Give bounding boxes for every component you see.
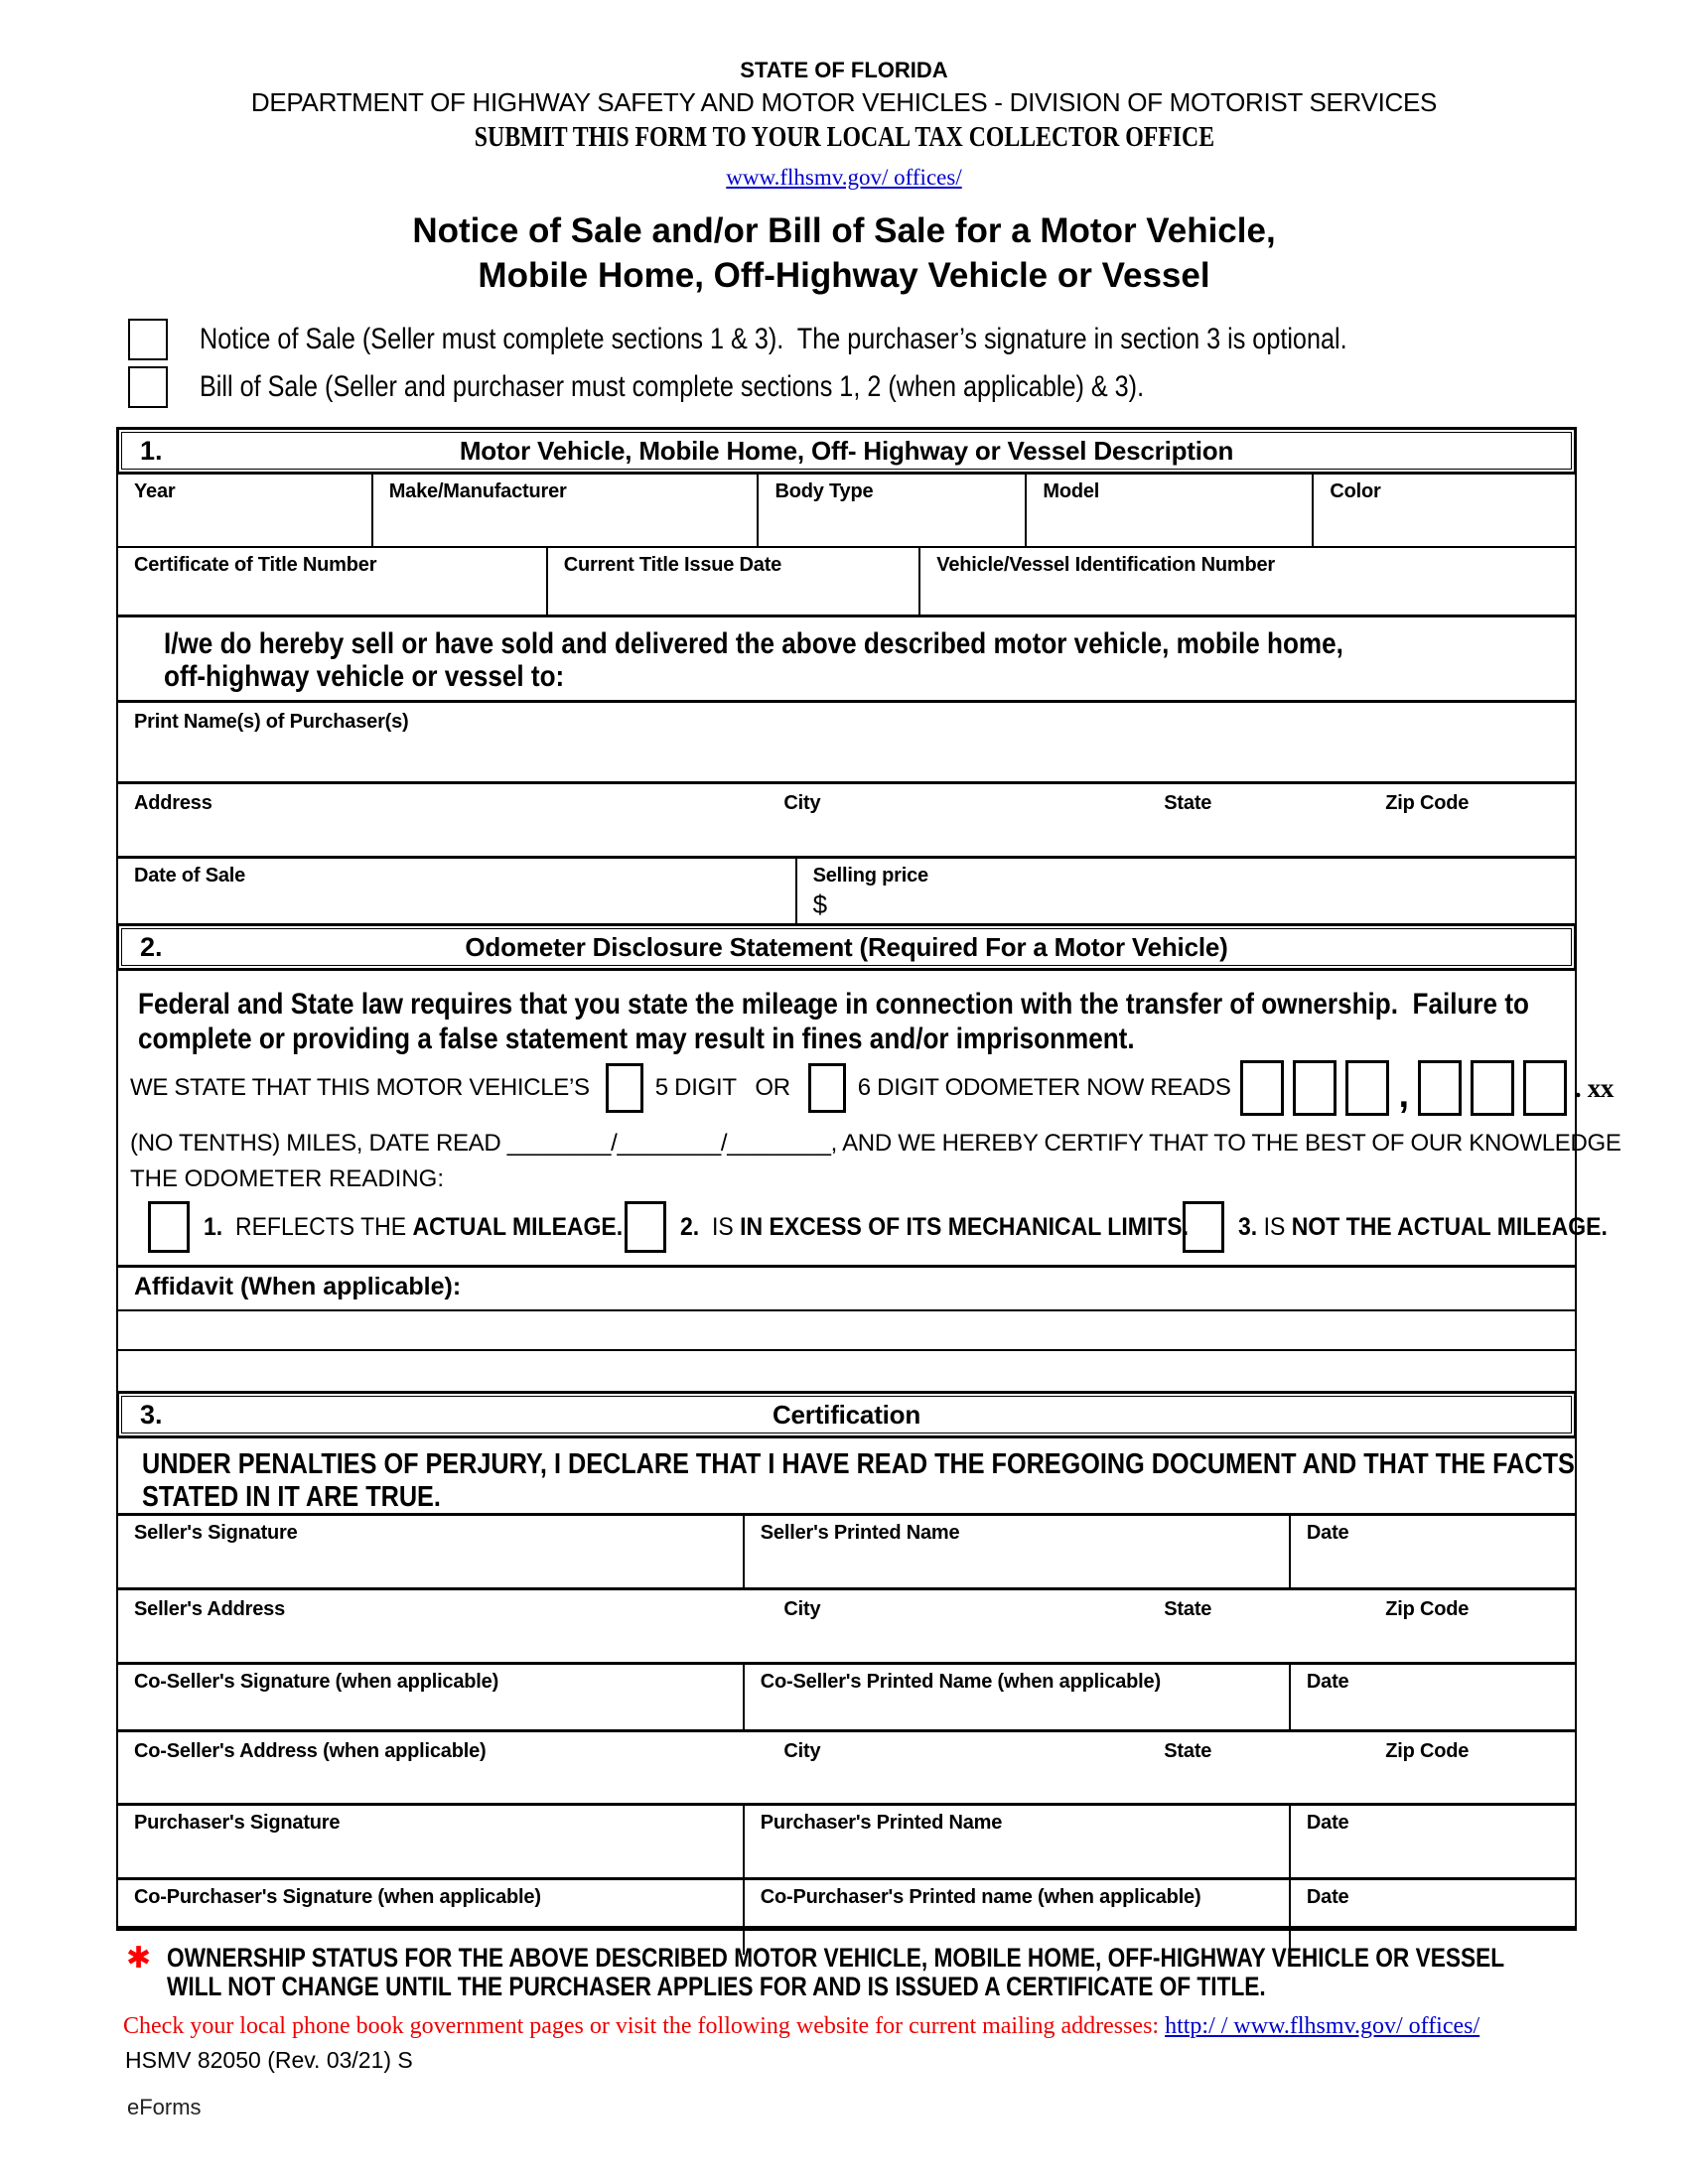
seller-city-label: City <box>783 1598 821 1620</box>
ownership-note-line1: OWNERSHIP STATUS FOR THE ABOVE DESCRIBED MOTOR VEHICLE, MOBILE HOME, OFF-HIGHWAY VEHICLE OR VESSEL <box>167 1943 1505 1973</box>
seller-printed-name-label: Seller's Printed Name <box>760 1522 960 1544</box>
co-seller-address-row[interactable] <box>118 1732 1575 1806</box>
law-line1: Federal and State law requires that you state the mileage in connection with the transfer of ownership. Failure to <box>138 988 1529 1021</box>
vin-field[interactable] <box>920 548 1575 614</box>
model-label: Model <box>1043 480 1100 502</box>
mailing-addresses-note <box>123 2013 1479 2040</box>
odometer-digit-box-4[interactable] <box>1418 1060 1462 1116</box>
notice-of-sale-option <box>128 318 1566 361</box>
seller-printed-name-field[interactable] <box>745 1516 1291 1587</box>
co-seller-date-label: Date <box>1306 1671 1349 1693</box>
option1-period: . <box>616 1212 624 1241</box>
form-title <box>0 208 1688 298</box>
five-digit-label: 5 DIGIT OR <box>654 1074 790 1101</box>
option1-number: 1. <box>204 1212 223 1241</box>
odometer-law-text <box>118 971 1575 1056</box>
section1-title: Motor Vehicle, Mobile Home, Off- Highway or Vessel Description <box>459 435 1234 466</box>
option2-bold-text: IN EXCESS OF ITS MECHANICAL LIMITS <box>740 1212 1183 1241</box>
eforms-brand: eForms <box>127 2095 202 2119</box>
seller-state-label: State <box>1164 1598 1212 1620</box>
seller-date-label: Date <box>1306 1522 1349 1544</box>
option3-text: IS <box>1257 1212 1292 1241</box>
red-asterisk-icon: ✱ <box>126 1942 152 1975</box>
purchaser-printed-name-field[interactable] <box>745 1806 1291 1877</box>
co-seller-state-label: State <box>1164 1740 1212 1762</box>
co-seller-printed-name-field[interactable] <box>745 1665 1291 1729</box>
five-digit-checkbox[interactable] <box>606 1063 643 1113</box>
co-seller-address-label: Co-Seller's Address (when applicable) <box>134 1740 487 1762</box>
form-number: HSMV 82050 (Rev. 03/21) S <box>125 2047 413 2073</box>
option1-text: REFLECTS THE <box>222 1212 413 1241</box>
section1-header <box>116 427 1577 475</box>
co-purchaser-printed-name-label: Co-Purchaser's Printed name (when applicable) <box>760 1886 1201 1908</box>
notice-of-sale-label: Notice of Sale (Seller must complete sections 1 & 3). The purchaser’s signature in section 3 is optional. <box>200 323 1347 355</box>
purchaser-names-label: Print Name(s) of Purchaser(s) <box>134 711 409 733</box>
option2-number: 2. <box>680 1212 700 1241</box>
affidavit-label: Affidavit (When applicable): <box>134 1273 462 1300</box>
we-state-text: WE STATE THAT THIS MOTOR VEHICLE’S <box>130 1074 590 1101</box>
affidavit-blank-line-1[interactable] <box>118 1309 1575 1349</box>
selling-price-field[interactable] <box>797 859 1575 923</box>
actual-mileage-checkbox[interactable] <box>148 1201 190 1253</box>
title-info-row <box>118 548 1575 617</box>
ownership-note-line2: WILL NOT CHANGE UNTIL THE PURCHASER APPLIES FOR AND IS ISSUED A CERTIFICATE OF TITLE. <box>167 1972 1266 2001</box>
mailing-note-text: Check your local phone book government pages or visit the following website for current mailing addresses: <box>123 2013 1166 2039</box>
title-number-label: Certificate of Title Number <box>134 554 377 576</box>
odometer-digit-box-6[interactable] <box>1523 1060 1567 1116</box>
make-manufacturer-label: Make/Manufacturer <box>388 480 567 502</box>
option2-period: . <box>1182 1212 1190 1241</box>
sell-statement <box>118 617 1575 703</box>
selling-price-label: Selling price <box>812 865 928 887</box>
seller-date-field[interactable] <box>1291 1516 1575 1587</box>
co-seller-signature-row <box>118 1665 1575 1732</box>
co-seller-city-label: City <box>783 1740 821 1762</box>
notice-of-sale-checkbox[interactable] <box>128 319 168 360</box>
website-link-row <box>0 165 1688 191</box>
zip-code-label: Zip Code <box>1385 792 1470 814</box>
not-actual-mileage-option <box>1183 1201 1639 1253</box>
odometer-digit-box-1[interactable] <box>1240 1060 1284 1116</box>
state-label: State <box>1164 792 1212 814</box>
bill-of-sale-option <box>128 365 1324 409</box>
six-digit-label: 6 DIGIT ODOMETER NOW READS <box>857 1074 1231 1101</box>
option2-text: IS <box>699 1212 741 1241</box>
option3-period: . <box>1601 1212 1608 1241</box>
purchaser-date-field[interactable] <box>1291 1806 1575 1877</box>
purchaser-names-field[interactable] <box>118 703 1575 784</box>
form-table <box>116 427 1621 1931</box>
six-digit-checkbox[interactable] <box>808 1063 846 1113</box>
form-title-line2: Mobile Home, Off-Highway Vehicle or Vessel <box>478 256 1210 295</box>
submit-note-text: SUBMIT THIS FORM TO YOUR LOCAL TAX COLLECTOR OFFICE <box>474 121 1214 153</box>
body-type-label: Body Type <box>774 480 874 502</box>
digit-group-comma: , <box>1398 1073 1409 1116</box>
section2-header <box>116 923 1577 971</box>
odometer-digit-boxes <box>1231 1060 1615 1117</box>
mechanical-limits-checkbox[interactable] <box>625 1201 666 1253</box>
co-seller-signature-field[interactable] <box>118 1665 745 1729</box>
vin-label: Vehicle/Vessel Identification Number <box>936 554 1275 576</box>
not-actual-mileage-checkbox[interactable] <box>1183 1201 1224 1253</box>
odometer-reading-line: THE ODOMETER READING: <box>130 1165 445 1192</box>
flhsmv-offices-link[interactable]: www.flhsmv.gov/ offices/ <box>726 165 962 190</box>
purchaser-signature-field[interactable] <box>118 1806 745 1877</box>
vehicle-description-row <box>118 475 1575 548</box>
section2-title: Odometer Disclosure Statement (Required For a Motor Vehicle) <box>465 931 1228 962</box>
color-label: Color <box>1330 480 1381 502</box>
mileage-options-row <box>118 1193 1608 1265</box>
flhsmv-offices-footer-link[interactable]: http:/ / www.flhsmv.gov/ offices/ <box>1165 2013 1480 2039</box>
make-manufacturer-field[interactable] <box>373 475 760 546</box>
color-field[interactable] <box>1314 475 1575 546</box>
co-seller-zip-label: Zip Code <box>1385 1740 1470 1762</box>
co-purchaser-signature-label: Co-Purchaser's Signature (when applicable) <box>134 1886 541 1908</box>
odometer-digit-box-2[interactable] <box>1293 1060 1336 1116</box>
seller-zip-label: Zip Code <box>1385 1598 1470 1620</box>
address-label: Address <box>134 792 212 814</box>
section3-header <box>116 1391 1577 1438</box>
title-number-field[interactable] <box>118 548 548 614</box>
seller-address-row[interactable] <box>118 1590 1575 1665</box>
city-label: City <box>783 792 821 814</box>
date-of-sale-label: Date of Sale <box>134 865 246 887</box>
perjury-line2: STATED IN IT ARE TRUE. <box>142 1481 441 1513</box>
form-title-line1: Notice of Sale and/or Bill of Sale for a Motor Vehicle, <box>412 211 1276 250</box>
odometer-digit-box-3[interactable] <box>1345 1060 1389 1116</box>
section2-number: 2. <box>140 931 163 962</box>
submit-note <box>0 121 1688 154</box>
mechanical-limits-option <box>625 1201 1233 1253</box>
seller-signature-row <box>118 1516 1575 1590</box>
state-heading: STATE OF FLORIDA <box>740 58 948 82</box>
purchaser-date-label: Date <box>1306 1812 1349 1834</box>
sale-info-row <box>118 859 1575 923</box>
purchaser-printed-name-label: Purchaser's Printed Name <box>760 1812 1003 1834</box>
section3-title: Certification <box>772 1399 921 1430</box>
department-heading: DEPARTMENT OF HIGHWAY SAFETY AND MOTOR VEHICLES - DIVISION OF MOTORIST SERVICES <box>250 87 1438 117</box>
seller-address-label: Seller's Address <box>134 1598 286 1620</box>
seller-signature-label: Seller's Signature <box>134 1522 298 1544</box>
affidavit-blank-line-2[interactable] <box>118 1349 1575 1391</box>
sell-statement-line1: I/we do hereby sell or have sold and delivered the above described motor vehicle, mobile home, <box>164 627 1343 660</box>
affidavit-row <box>118 1265 1575 1309</box>
body-type-field[interactable] <box>759 475 1027 546</box>
year-field[interactable] <box>118 475 373 546</box>
law-line2: complete or providing a false statement may result in fines and/or imprisonment. <box>138 1023 1135 1055</box>
purchaser-signature-label: Purchaser's Signature <box>134 1812 341 1834</box>
section3-number: 3. <box>140 1399 163 1430</box>
perjury-line1: UNDER PENALTIES OF PERJURY, I DECLARE THAT I HAVE READ THE FOREGOING DOCUMENT AND THAT THE FACTS <box>142 1448 1575 1480</box>
section1-number: 1. <box>140 435 163 466</box>
tenths-suffix: . xx <box>1574 1072 1615 1103</box>
co-seller-signature-label: Co-Seller's Signature (when applicable) <box>134 1671 499 1693</box>
actual-mileage-option <box>148 1201 659 1253</box>
odometer-statement-row <box>118 1056 1615 1120</box>
dollar-sign: $ <box>812 889 828 919</box>
date-of-sale-field[interactable] <box>118 859 797 923</box>
year-label: Year <box>134 480 176 502</box>
date-read-line: (NO TENTHS) MILES, DATE READ ________/________/________, AND WE HEREBY CERTIFY THAT TO THE BEST OF OUR KNOWLEDGE <box>130 1130 1621 1157</box>
bill-of-sale-label: Bill of Sale (Seller and purchaser must complete sections 1, 2 (when applicable) & 3). <box>200 370 1145 403</box>
co-seller-printed-name-label: Co-Seller's Printed Name (when applicable) <box>760 1671 1161 1693</box>
purchaser-signature-row <box>118 1806 1575 1880</box>
title-issue-date-field[interactable] <box>548 548 921 614</box>
option3-number: 3. <box>1238 1212 1258 1241</box>
purchaser-address-field[interactable] <box>118 784 1575 859</box>
ownership-status-note <box>126 1944 1688 2001</box>
bill-of-sale-checkbox[interactable] <box>128 366 168 408</box>
co-seller-date-field[interactable] <box>1291 1665 1575 1729</box>
co-purchaser-date-label: Date <box>1306 1886 1349 1908</box>
model-field[interactable] <box>1027 475 1314 546</box>
option1-bold-text: ACTUAL MILEAGE <box>412 1212 617 1241</box>
title-issue-date-label: Current Title Issue Date <box>563 554 782 576</box>
option3-bold-text: NOT THE ACTUAL MILEAGE <box>1291 1212 1602 1241</box>
seller-signature-field[interactable] <box>118 1516 745 1587</box>
odometer-digit-box-5[interactable] <box>1471 1060 1514 1116</box>
sell-statement-line2: off-highway vehicle or vessel to: <box>164 660 565 693</box>
perjury-statement <box>118 1438 1575 1516</box>
